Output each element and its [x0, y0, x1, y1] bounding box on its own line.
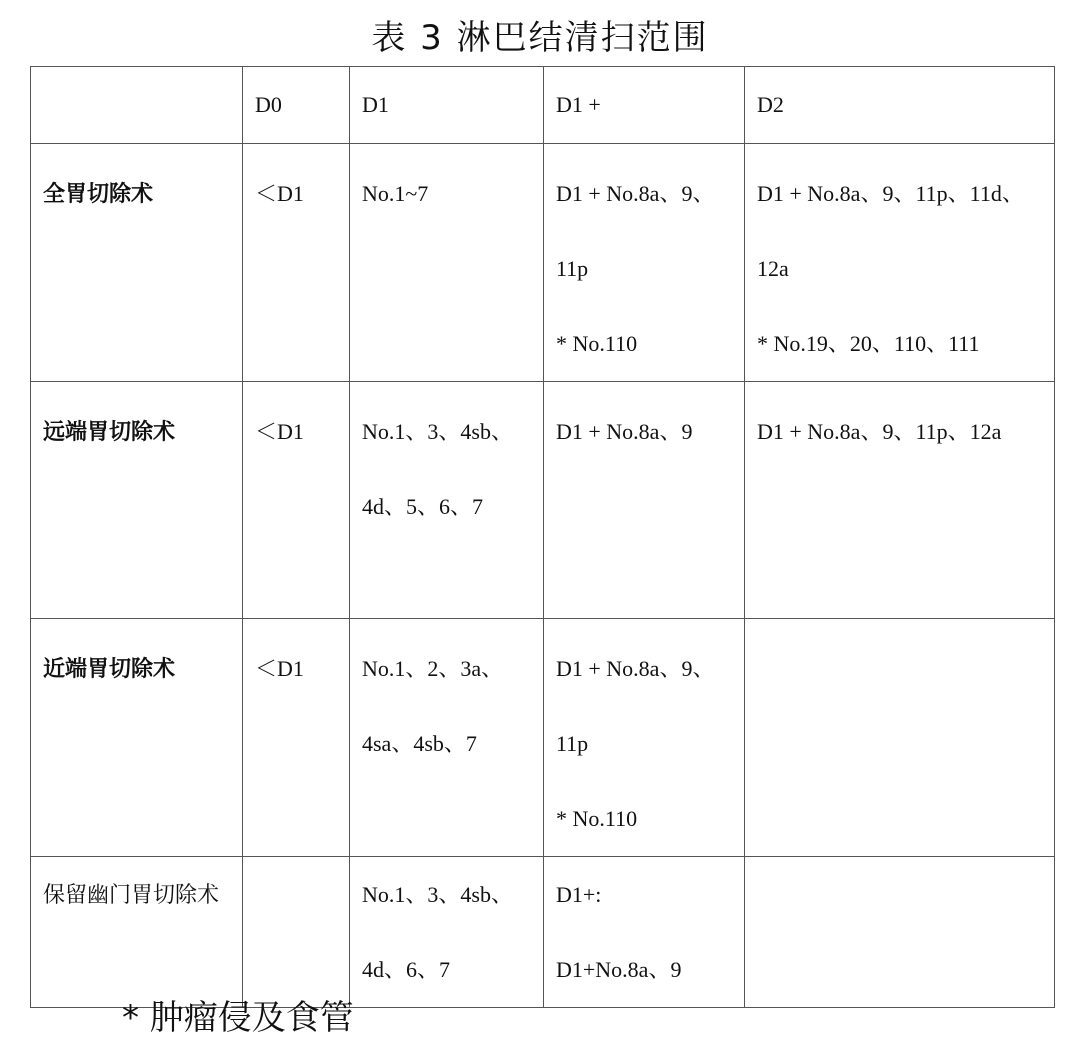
row-label-cell	[31, 144, 243, 382]
row-label: 远端胃切除术	[43, 420, 176, 445]
d2-cell	[745, 857, 1055, 1008]
table-row	[31, 619, 1055, 857]
cell-line: 4d、5、6、7	[362, 494, 484, 519]
d1plus-cell	[544, 144, 745, 382]
footnote: * 肿瘤侵及食管	[122, 998, 354, 1038]
d1-cell	[350, 144, 544, 382]
cell-line: 4d、6、7	[362, 957, 451, 982]
cell-line: D1 + No.8a、9、	[556, 656, 715, 681]
cell-line: 11p	[556, 731, 589, 756]
header-cell: D2	[745, 67, 1055, 144]
d1plus-cell	[544, 857, 745, 1008]
cell-line: 11p	[556, 256, 589, 281]
row-label-cell	[31, 619, 243, 857]
cell-line: * No.110	[556, 331, 638, 356]
row-label: 全胃切除术	[43, 182, 154, 207]
table-row	[31, 144, 1055, 382]
d2-cell	[745, 619, 1055, 857]
header-cell: D1 +	[544, 67, 745, 144]
d1-cell	[350, 857, 544, 1008]
lymph-node-dissection-table	[30, 66, 1055, 1008]
row-label-cell	[31, 382, 243, 619]
table-row	[31, 857, 1055, 1008]
row-label-cell	[31, 857, 243, 1008]
cell-line: No.1、2、3a、	[362, 656, 504, 681]
cell-line: No.1、3、4sb、	[362, 882, 513, 907]
cell-line: D1 + No.8a、9、11p、12a	[757, 419, 1002, 444]
cell-line: D1 + No.8a、9、	[556, 181, 715, 206]
cell-line: * No.19、20、110、111	[757, 331, 980, 356]
d1-cell	[350, 619, 544, 857]
cell-line: No.1~7	[362, 181, 429, 206]
cell-line: 12a	[757, 256, 789, 281]
row-label: 保留幽门胃切除术	[43, 883, 220, 908]
d1-cell	[350, 382, 544, 619]
d0-cell	[243, 857, 350, 1008]
cell-line: D1+:	[556, 882, 602, 907]
cell-line: No.1、3、4sb、	[362, 419, 513, 444]
header-cell: D1	[350, 67, 544, 144]
header-cell: D0	[243, 67, 350, 144]
header-cell	[31, 67, 243, 144]
d1plus-cell	[544, 619, 745, 857]
d2-cell	[745, 382, 1055, 619]
cell-line: 4sa、4sb、7	[362, 731, 477, 756]
d0-cell: ＜D1	[243, 382, 350, 619]
d2-cell	[745, 144, 1055, 382]
d0-cell: ＜D1	[243, 144, 350, 382]
d0-cell: ＜D1	[243, 619, 350, 857]
cell-line: D1 + No.8a、9	[556, 419, 693, 444]
cell-line: D1 + No.8a、9、11p、11d、	[757, 181, 1024, 206]
cell-line: * No.110	[556, 806, 638, 831]
row-label: 近端胃切除术	[43, 657, 176, 682]
table-title: 表 3 淋巴结清扫范围	[371, 18, 709, 58]
cell-line: D1+No.8a、9	[556, 957, 682, 982]
header-row	[31, 67, 1055, 144]
table-row	[31, 382, 1055, 619]
d1plus-cell	[544, 382, 745, 619]
